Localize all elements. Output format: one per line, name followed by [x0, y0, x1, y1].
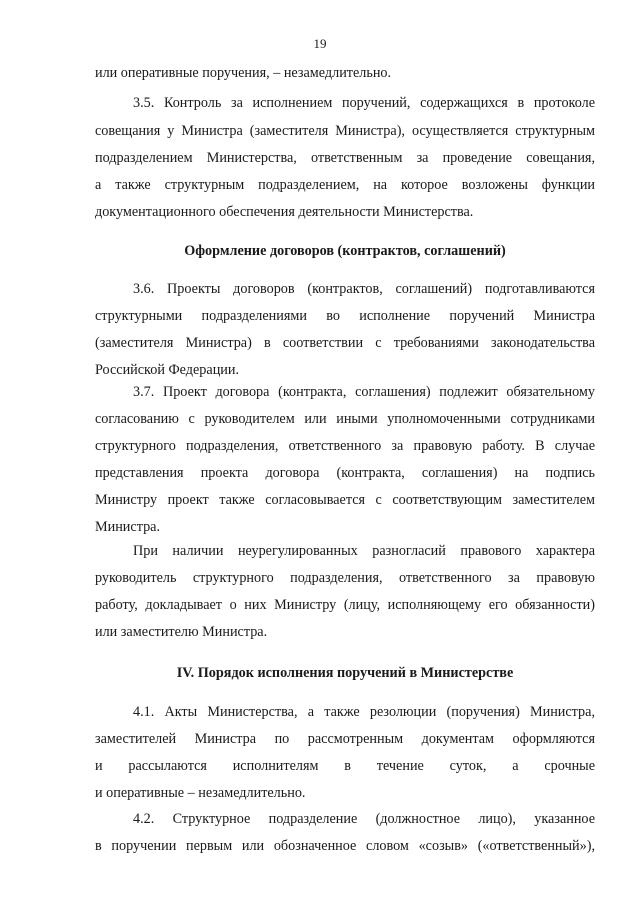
text-line: работу, докладывает о них Министру (лицу, исполняющему его обязанности) — [95, 597, 595, 613]
page-number: 19 — [313, 36, 327, 51]
text-line: 4.1. Акты Министерства, а также резолюции (поручения) Министра, — [133, 704, 595, 720]
text-line: заместителей Министра по рассмотренным документам оформляются — [95, 731, 595, 747]
text-line: совещания у Министра (заместителя Министра), осуществляется структурным — [95, 123, 595, 139]
text-line: структурными подразделениями во исполнение поручений Министра — [95, 308, 595, 324]
text-line: а также структурным подразделением, на которое возложены функции — [95, 177, 595, 193]
text-line: Министра. — [95, 519, 161, 535]
section-heading-contracts: Оформление договоров (контрактов, соглашений) — [184, 243, 506, 259]
text-line: документационного обеспечения деятельности Министерства. — [95, 204, 474, 220]
text-line: (заместителя Министра) в соответствии с требованиями законодательства — [95, 335, 595, 351]
text-line: или заместителю Министра. — [95, 624, 268, 640]
text-line: При наличии неурегулированных разногласий правового характера — [133, 543, 595, 559]
text-line: и оперативные – незамедлительно. — [95, 785, 306, 801]
text-line: Российской Федерации. — [95, 362, 240, 378]
text-line: в поручении первым или обозначенное словом «созыв» («ответственный»), — [95, 838, 595, 854]
continuation-line: или оперативные поручения, – незамедлительно. — [95, 65, 392, 81]
section-heading-iv: IV. Порядок исполнения поручений в Министерстве — [176, 665, 514, 681]
text-line: 3.5. Контроль за исполнением поручений, содержащихся в протоколе — [133, 95, 595, 111]
text-line: 4.2. Структурное подразделение (должностное лицо), указанное — [133, 811, 595, 827]
text-line: структурного подразделения, ответственного за правовую работу. В случае — [95, 438, 595, 454]
text-line: 3.6. Проекты договоров (контрактов, соглашений) подготавливаются — [133, 281, 595, 297]
text-line: 3.7. Проект договора (контракта, соглашения) подлежит обязательному — [133, 384, 595, 400]
text-line: и рассылаются исполнителям в течение суток, а срочные — [95, 758, 595, 774]
text-line: руководитель структурного подразделения, ответственного за правовую — [95, 570, 595, 586]
text-line: представления проекта договора (контракта, соглашения) на подпись — [95, 465, 595, 481]
text-line: согласованию с руководителем или иными уполномоченными сотрудниками — [95, 411, 595, 427]
text-line: Министру проект также согласовывается с соответствующим заместителем — [95, 492, 595, 508]
text-line: подразделением Министерства, ответственным за проведение совещания, — [95, 150, 595, 166]
